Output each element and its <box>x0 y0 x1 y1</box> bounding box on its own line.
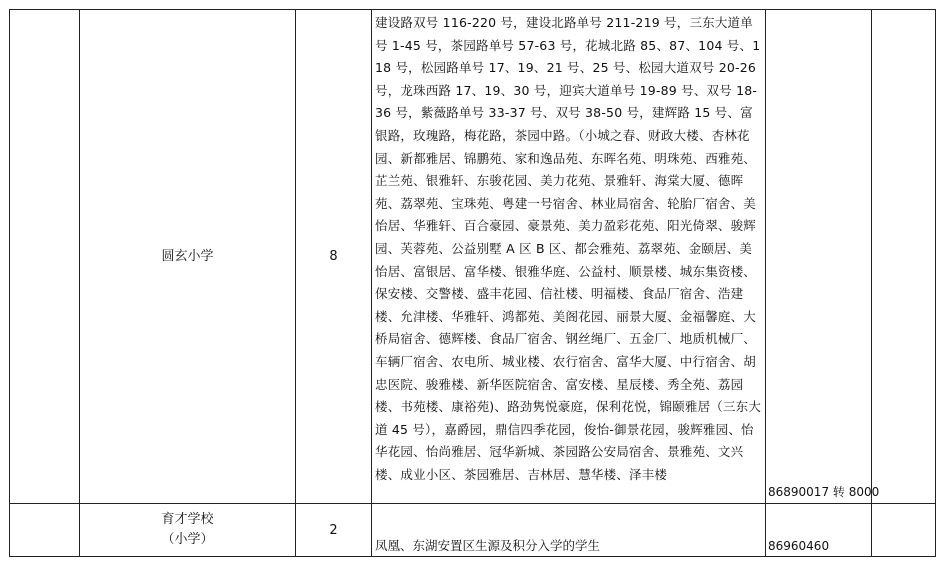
school-name-cell <box>80 504 296 557</box>
enrollment-area-text: 建设路双号 116-220 号，建设北路单号 211-219 号，三东大道单号 1-45 号，茶园路单号 57-63 号，花城北路 85、87、104 号、118 号，松园路单号 17、19、21 号、25 号、松园大道双号 20-26 号，龙珠西路 17、19、30 号，迎宾大道单号 19-89 号、双号 18-36 号，紫薇路单号 33-37 号、双号 38-50 号，建辉路 15 号、富银路，玫瑰路，梅花路，茶园中路。（小城之春、财政大楼、杏林花园、新都雅居、锦鹏苑、家和逸品苑、东晖名苑、明珠苑、西雅苑、芷兰苑、银雅轩、东骏花园、美力花苑、景雅轩、海棠大厦、德晖苑、荔翠苑、宝珠苑、粤建一号宿舍、林业局宿舍、轮胎厂宿舍、美怡居、华雅轩、百合豪园、豪景苑、美力盈彩花苑、阳光倚翠、骏辉园、芙蓉苑、公益别墅 A 区 B 区、都会雅苑、荔翠苑、金颐居、美怡居、富银居、富华楼、银雅华庭、公益村、顺景楼、城东集资楼、保安楼、交警楼、盛丰花园、信社楼、明福楼、食品厂宿舍、浩建楼、允津楼、华雅轩、鸿都苑、美阁花园、丽景大厦、金福馨庭、大桥局宿舍、德辉楼、食品厂宿舍、钢丝绳厂、五金厂、地质机械厂、车辆厂宿舍、农电所、城业楼、农行宿舍、富华大厦、中行宿舍、胡忠医院、骏雅楼、新华医院宿舍、富安楼、星辰楼、秀全苑、荔园楼、书苑楼、康裕苑)、路劲隽悦豪庭，保利花悦，锦颐雅居（三东大道 45 号），嘉爵园，鼎信四季花园，俊怡-御景花园，骏辉雅园、怡华花园、怡尚雅居、冠华新城、茶园路公安局宿舍、景雅苑、文兴楼、成业小区、茶园雅居、吉林居、慧华楼、泽丰楼 <box>375 15 762 482</box>
blank-cell <box>872 10 936 504</box>
blank-cell <box>872 504 936 557</box>
phone-cell <box>766 10 880 504</box>
enrollment-area-text: 凤凰、东湖安置区生源及积分入学的学生 <box>375 538 601 553</box>
blank-cell <box>10 504 80 557</box>
quota-value: 8 <box>329 249 338 264</box>
school-name: 圆玄小学 <box>161 248 214 264</box>
quota-value: 2 <box>329 522 338 538</box>
blank-cell <box>10 10 80 504</box>
quota-cell <box>296 504 372 557</box>
phone-number: 86960460 <box>768 539 830 553</box>
enrollment-area-cell <box>372 10 766 504</box>
school-name: 育才学校 <box>161 512 214 527</box>
school-district-table <box>9 9 936 557</box>
school-name-cell <box>80 10 296 504</box>
table-row <box>10 504 936 557</box>
table-row <box>10 10 936 504</box>
phone-cell <box>766 504 872 557</box>
phone-number: 86890017 转 8000 <box>768 485 880 499</box>
quota-cell <box>296 10 372 504</box>
school-type: （小学） <box>161 532 214 547</box>
enrollment-area-cell <box>372 504 766 557</box>
